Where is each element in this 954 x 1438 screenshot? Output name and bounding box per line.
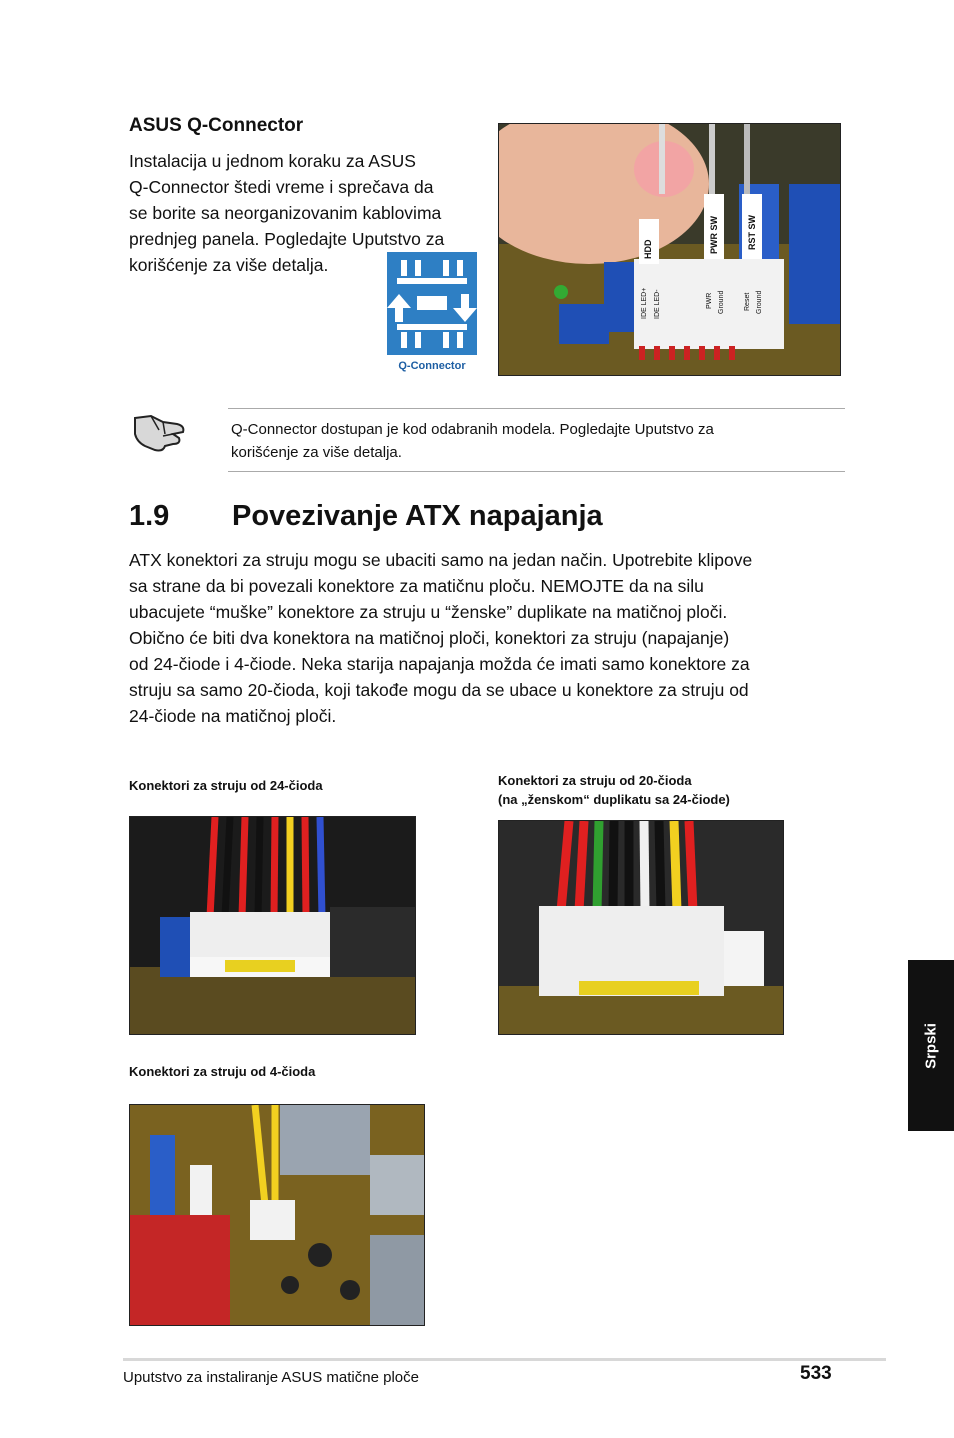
note-line: korišćenje za više detalja. bbox=[231, 444, 402, 461]
language-side-tab bbox=[908, 960, 954, 1131]
section-body-line: ubacujete “muške” konektore za struju u “ženske” duplikate na matičnoj ploči. bbox=[129, 602, 728, 622]
qconnector-body-line: korišćenje za više detalja. bbox=[129, 255, 329, 275]
caption-4pin: Konektori za struju od 4-čioda bbox=[129, 1064, 316, 1079]
section-body-line: struju sa samo 20-čioda, koji takođe mogu da se ubace u konektore za struju od bbox=[129, 680, 749, 700]
qconnector-body-line: se borite sa neorganizovanim kablovima bbox=[129, 203, 442, 223]
photo-label-ide-led-plus: IDE LED+ bbox=[641, 287, 648, 319]
caption-24pin: Konektori za struju od 24-čioda bbox=[129, 778, 323, 793]
footer-text: Uputstvo za instaliranje ASUS matične ploče bbox=[123, 1369, 419, 1386]
photo-label-pwr: PWR bbox=[706, 292, 713, 309]
qconnector-body-line: Instalacija u jednom koraku za ASUS bbox=[129, 151, 416, 171]
photo-label-pwr-sw: PWR SW bbox=[709, 216, 719, 254]
qconnector-heading: ASUS Q-Connector bbox=[129, 115, 304, 136]
language-side-tab-label: Srpski bbox=[922, 1022, 940, 1069]
section-number: 1.9 bbox=[129, 500, 170, 532]
note-text bbox=[231, 418, 831, 464]
section-body-line: sa strane da bi povezali konektore za matičnu ploču. NEMOJTE da na silu bbox=[129, 576, 704, 596]
qconnector-body-line: prednjeg panela. Pogledajte Uputstvo za bbox=[129, 229, 445, 249]
qconnector-photo bbox=[498, 123, 841, 376]
section-body-line: Obično će biti dva konektora na matičnoj ploči, konektori za struju (napajanje) bbox=[129, 628, 730, 648]
section-body-line: ATX konektori za struju mogu se ubaciti samo na jedan način. Upotrebite klipove bbox=[129, 550, 753, 570]
photo-24pin-connector bbox=[129, 816, 416, 1035]
photo-20pin-connector bbox=[498, 820, 784, 1035]
photo-label-hdd: HDD bbox=[643, 239, 653, 259]
photo-label-ground-2: Ground bbox=[756, 290, 763, 314]
pointing-hand-icon bbox=[133, 408, 187, 456]
section-title: Povezivanje ATX napajanja bbox=[232, 500, 603, 532]
photo-label-reset: Reset bbox=[744, 292, 751, 311]
section-body-line: 24-čiode na matičnoj ploči. bbox=[129, 706, 337, 726]
photo-label-ground-1: Ground bbox=[718, 290, 725, 314]
caption-20pin-line: (na „ženskom“ duplikatu sa 24-čiode) bbox=[498, 792, 730, 807]
photo-4pin-connector bbox=[129, 1104, 425, 1326]
qconnector-body-line: Q-Connector štedi vreme i sprečava da bbox=[129, 177, 434, 197]
note-divider-top bbox=[228, 408, 845, 409]
caption-20pin-line: Konektori za struju od 20-čioda bbox=[498, 773, 692, 788]
qconnector-icon bbox=[387, 252, 477, 355]
note-divider-bottom bbox=[228, 471, 845, 472]
section-body-line: od 24-čiode i 4-čiode. Neka starija napajanja možda će imati samo konektore za bbox=[129, 654, 750, 674]
qconnector-icon-caption: Q-Connector bbox=[398, 360, 466, 372]
page-number: 533 bbox=[800, 1363, 832, 1384]
note-line: Q-Connector dostupan je kod odabranih modela. Pogledajte Uputstvo za bbox=[231, 421, 714, 438]
photo-label-ide-led-minus: IDE LED- bbox=[654, 289, 661, 319]
photo-label-rst-sw: RST SW bbox=[747, 215, 757, 250]
section-body bbox=[129, 547, 829, 729]
footer-divider bbox=[123, 1358, 886, 1361]
caption-20pin bbox=[498, 771, 730, 809]
